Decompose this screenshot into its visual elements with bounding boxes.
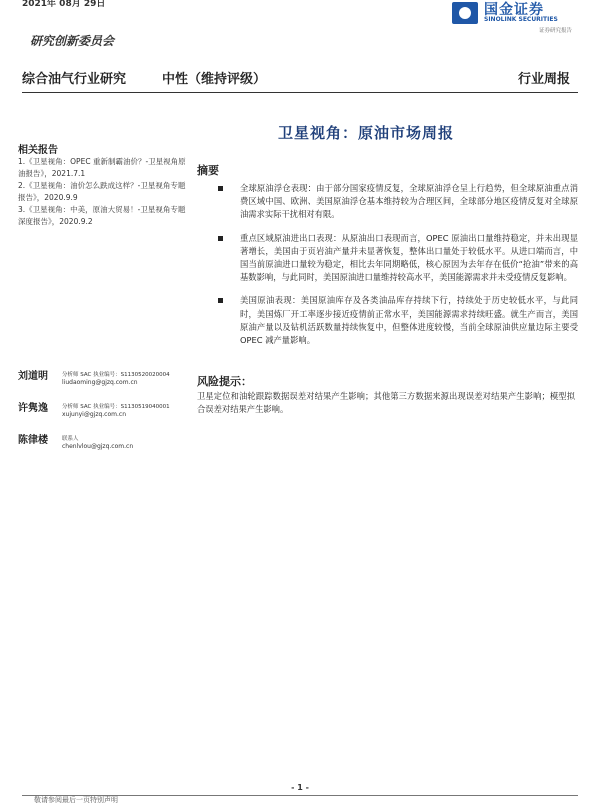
square-bullet-icon <box>218 298 223 303</box>
report-type-label: 行业周报 <box>517 72 570 87</box>
risk-heading: 风险提示： <box>197 375 252 388</box>
sinolink-logo <box>452 0 572 38</box>
analyst-email[interactable]: liudaoming@gjzq.com.cn <box>62 379 138 386</box>
abstract-bullets <box>218 182 578 357</box>
analyst-entry <box>18 367 194 399</box>
abstract-bullet-text: 重点区域原油进出口表现：从原油出口表现而言，OPEC 原油出口量维持稳定，并未出现显著增长，美国由于页岩油产量并未显著恢复，整体出口量处于较低水平。从进口端而言，中国当前原油进口量较为稳定，相比去年同期略低，核心原因为去年存在低价“抢油”带来的高基数影响，与此同时，美国原油进口量维持较高水平，美国能源需求并未受疫情反复影响。 <box>240 232 578 283</box>
risk-text: 卫星定位和油轮跟踪数据误差对结果产生影响；其他第三方数据来源出现误差对结果产生影响；模型拟合误差对结果产生影响。 <box>197 391 575 415</box>
related-report-item[interactable]: 2.《卫星视角：油价怎么跌成这样？-卫星视角专题报告》，2020.9.9 <box>18 181 186 202</box>
abstract-bullet <box>218 294 578 347</box>
analyst-email[interactable]: chenlvlou@gjzq.com.cn <box>62 443 134 450</box>
analyst-entry <box>18 431 194 463</box>
abstract-bullet-text: 美国原油表现：美国原油库存及各类油品库存持续下行，持续处于历史较低水平，与此同时，美国炼厂开工率逐步接近疫情前正常水平，美国能源需求持续旺盛。就生产而言，美国原油产量以及钻机活跃数量持续恢复中，但整体进度较慢，当前全球原油供应量边际主要受 OPEC 减产量影响。 <box>240 295 578 346</box>
abstract-bullet <box>218 232 578 285</box>
analyst-entry <box>18 399 194 431</box>
logo-cn-text: 国金证券 <box>484 2 544 18</box>
abstract-bullet <box>218 182 578 222</box>
logo-mark-icon <box>452 2 478 24</box>
square-bullet-icon <box>218 236 223 241</box>
report-title: 卫星视角：原油市场周报 <box>278 124 455 142</box>
related-reports-list <box>18 156 186 228</box>
analyst-name: 许隽逸 <box>18 403 48 414</box>
analyst-cert: 联系人 <box>62 436 79 442</box>
related-reports-heading: 相关报告 <box>18 145 58 156</box>
rating-label: 中性（维持评级） <box>162 72 267 87</box>
analyst-cert: 分析师 SAC 执业编号：S1130520020004 <box>62 372 170 378</box>
abstract-heading: 摘要 <box>197 164 219 177</box>
page-number: - 1 - <box>291 783 309 792</box>
analyst-name: 刘道明 <box>18 371 48 382</box>
square-bullet-icon <box>218 186 223 191</box>
analyst-cert: 分析师 SAC 执业编号：S1130519040001 <box>62 404 170 410</box>
logo-en-text: SINOLINK SECURITIES <box>484 16 558 23</box>
header-bar <box>22 66 578 93</box>
abstract-bullet-text: 全球原油浮仓表现：由于部分国家疫情反复，全球原油浮仓呈上行趋势，但全球原油重点消费区域中国、欧洲、美国原油浮仓基本维持较为合理区间，全球部分地区疫情反复对全球原油需求实际干扰相对有限。 <box>240 183 578 220</box>
related-report-item[interactable]: 1.《卫星视角：OPEC 重新制霸油价？-卫星视角原油报告》，2021.7.1 <box>18 157 186 178</box>
sector-label: 综合油气行业研究 <box>22 72 127 87</box>
report-date: 2021年 08月 29日 <box>22 0 106 9</box>
footer-disclaimer: 敬请参阅最后一页特别声明 <box>34 796 118 804</box>
analyst-email[interactable]: xujunyi@gjzq.com.cn <box>62 411 127 418</box>
related-report-item[interactable]: 3.《卫星视角：中美，原油大贸易！-卫星视角专题深度报告》，2020.9.2 <box>18 205 186 226</box>
committee-label: 研究创新委员会 <box>30 34 115 48</box>
analyst-list <box>18 367 194 463</box>
logo-subtitle: 证券研究报告 <box>538 28 572 34</box>
analyst-name: 陈律楼 <box>18 435 48 446</box>
